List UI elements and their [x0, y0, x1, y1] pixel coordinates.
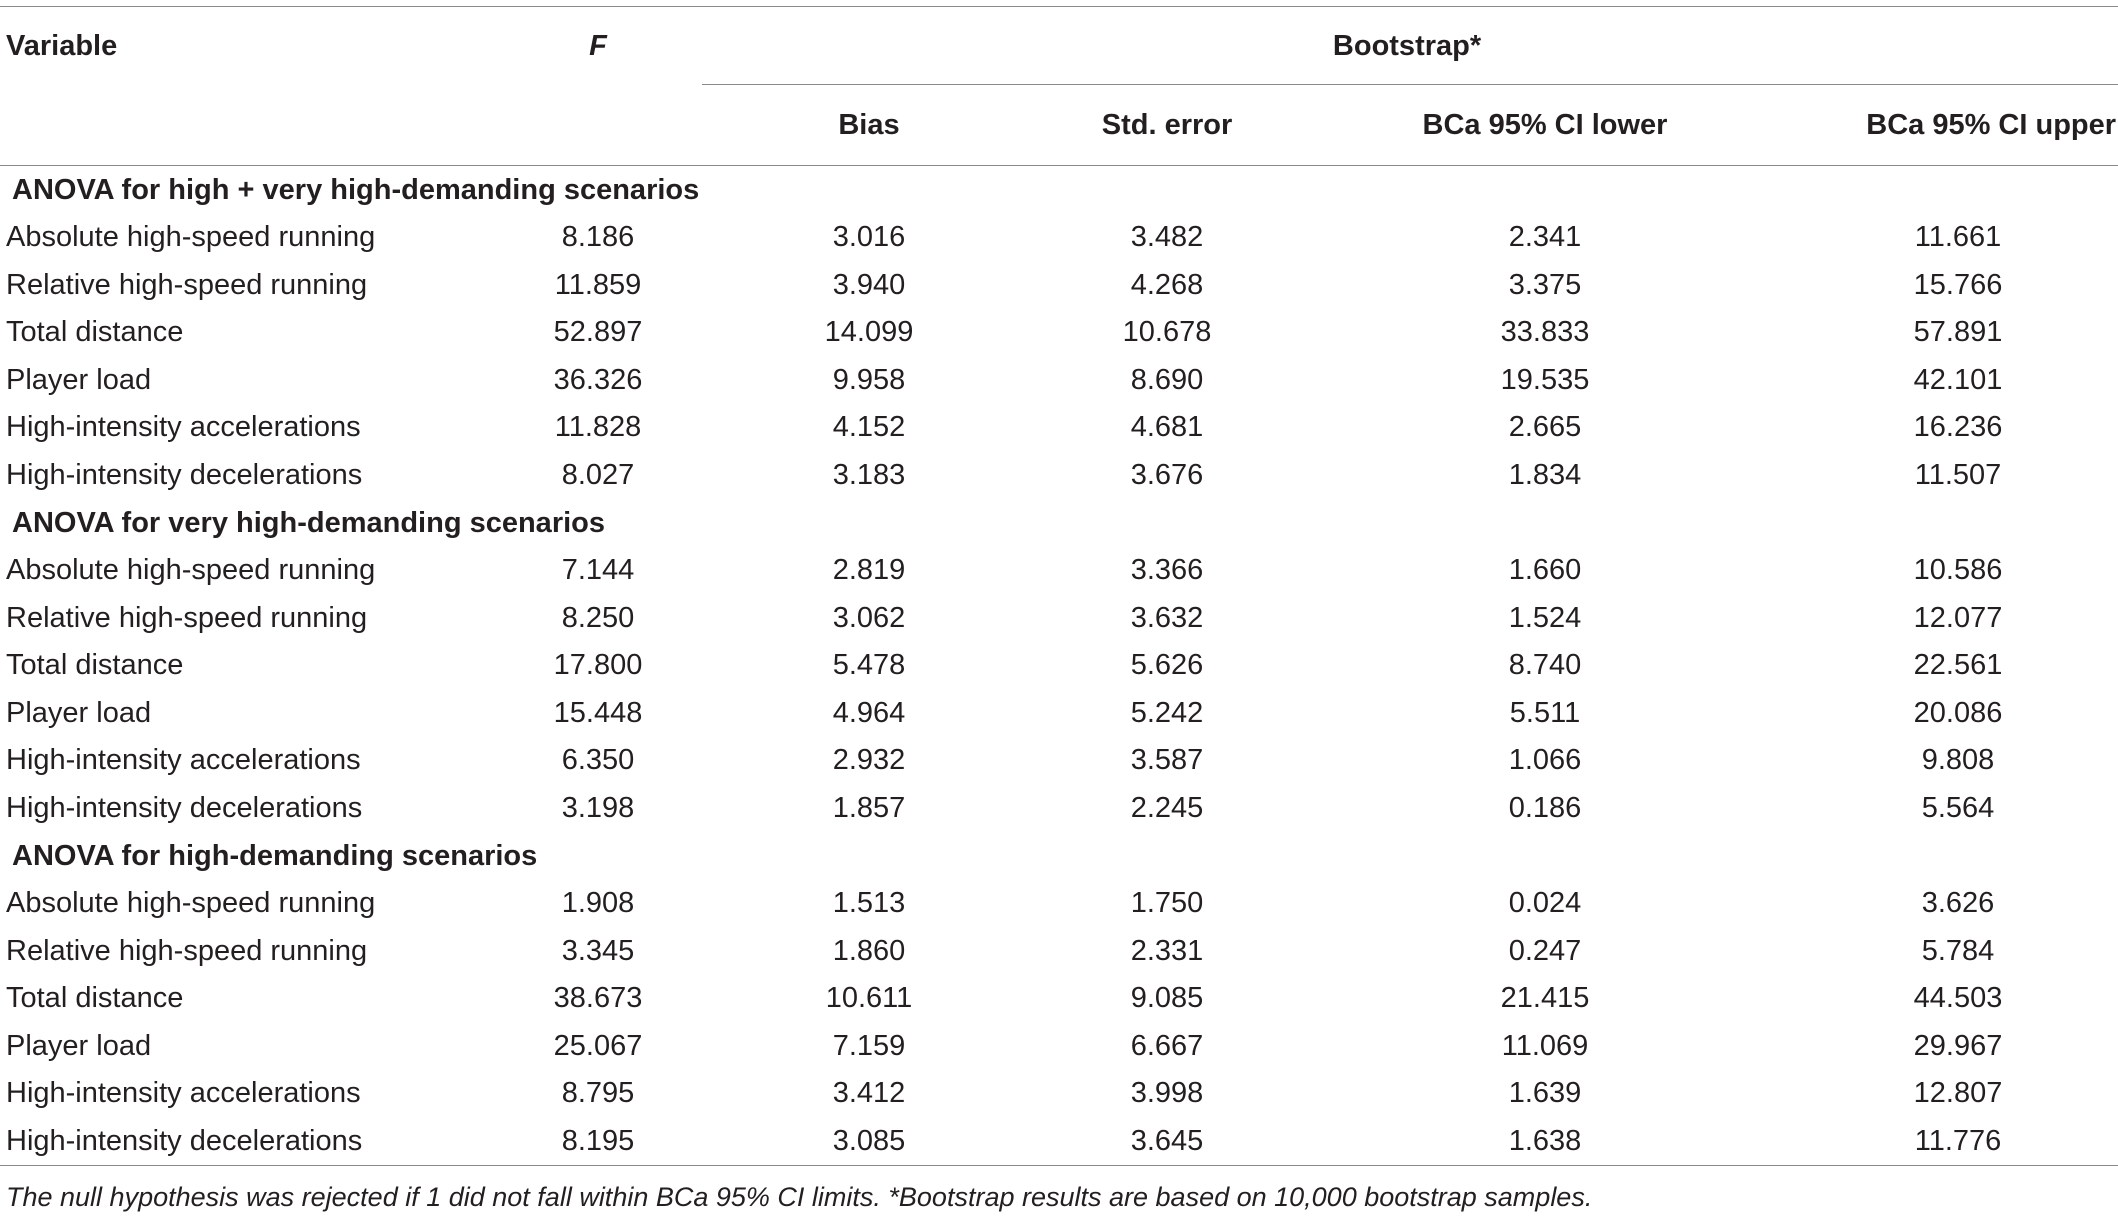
ci-upper-value: 10.586 — [1913, 554, 2003, 587]
f-value: 15.448 — [553, 696, 643, 729]
section-row — [0, 166, 2118, 215]
header-variable: Variable — [6, 29, 118, 62]
header-bias: Bias — [838, 108, 900, 141]
std-error-value: 2.331 — [1130, 934, 1204, 967]
f-value: 3.345 — [561, 934, 635, 967]
ci-lower-value: 8.740 — [1508, 649, 1582, 682]
table-row — [0, 357, 2118, 405]
table-row — [0, 309, 2118, 357]
std-error-value: 6.667 — [1130, 1029, 1204, 1062]
table-row — [0, 690, 2118, 738]
f-value: 11.828 — [554, 411, 642, 444]
variable-name: Total distance — [6, 649, 184, 682]
bias-value: 3.940 — [832, 268, 906, 301]
f-value: 52.897 — [553, 316, 643, 349]
ci-upper-value: 15.766 — [1913, 268, 2003, 301]
table-row — [0, 595, 2118, 643]
table-header — [0, 7, 2118, 166]
table-row — [0, 642, 2118, 690]
ci-upper-value: 12.807 — [1913, 1077, 2003, 1110]
f-value: 8.250 — [561, 601, 635, 634]
variable-name: Player load — [6, 696, 152, 729]
ci-lower-value: 1.834 — [1508, 458, 1582, 491]
ci-upper-value: 57.891 — [1913, 316, 2003, 349]
section-row — [0, 832, 2118, 880]
ci-lower-value: 21.415 — [1500, 982, 1590, 1015]
results-table — [0, 6, 2118, 1166]
ci-upper-value: 42.101 — [1913, 363, 2003, 396]
std-error-value: 3.632 — [1130, 601, 1204, 634]
header-row-sub — [0, 85, 2118, 166]
table-row — [0, 1118, 2118, 1166]
ci-upper-value: 44.503 — [1913, 982, 2003, 1015]
header-bootstrap — [696, 7, 2118, 86]
bias-value: 9.958 — [832, 363, 906, 396]
bias-value: 1.513 — [832, 887, 906, 920]
f-value: 1.908 — [561, 887, 635, 920]
section-title: ANOVA for high + very high-demanding scenarios — [12, 173, 700, 206]
bias-value: 5.478 — [832, 649, 906, 682]
table-row — [0, 262, 2118, 310]
table-row — [0, 1070, 2118, 1118]
ci-upper-value: 5.784 — [1921, 934, 1995, 967]
ci-upper-value: 5.564 — [1921, 791, 1995, 824]
f-value: 11.859 — [554, 268, 642, 301]
f-value: 8.186 — [561, 221, 635, 254]
std-error-value: 4.268 — [1130, 268, 1204, 301]
std-error-value: 3.998 — [1130, 1077, 1204, 1110]
variable-name: Absolute high-speed running — [6, 554, 376, 587]
variable-name: Relative high-speed running — [6, 601, 368, 634]
std-error-value: 8.690 — [1130, 363, 1204, 396]
ci-lower-value: 1.066 — [1508, 744, 1582, 777]
f-value: 6.350 — [561, 744, 635, 777]
ci-lower-value: 1.638 — [1508, 1124, 1582, 1157]
bias-value: 3.183 — [832, 458, 906, 491]
header-blank-variable — [0, 85, 500, 166]
std-error-value: 4.681 — [1130, 411, 1204, 444]
std-error-value: 5.626 — [1130, 649, 1204, 682]
f-value: 25.067 — [553, 1029, 643, 1062]
variable-name: Absolute high-speed running — [6, 887, 376, 920]
ci-lower-value: 0.247 — [1508, 934, 1582, 967]
ci-lower-value: 0.186 — [1508, 791, 1582, 824]
variable-name: High-intensity decelerations — [6, 458, 363, 491]
section-title: ANOVA for very high-demanding scenarios — [12, 506, 605, 539]
bias-value: 3.085 — [832, 1124, 906, 1157]
f-value: 8.195 — [561, 1124, 635, 1157]
header-ci-lower: BCa 95% CI lower — [1422, 108, 1668, 141]
std-error-value: 1.750 — [1130, 887, 1204, 920]
ci-lower-value: 19.535 — [1500, 363, 1590, 396]
table-footnote: The null hypothesis was rejected if 1 did not fall within BCa 95% CI limits. *Bootstrap results are based on 10,000 bootstrap samples. — [6, 1182, 1593, 1212]
header-std-error: Std. error — [1101, 108, 1233, 141]
header-blank-f — [500, 85, 696, 166]
ci-upper-value: 22.561 — [1913, 649, 2003, 682]
ci-upper-value: 11.661 — [1914, 221, 2002, 254]
std-error-value: 10.678 — [1122, 316, 1212, 349]
variable-name: Player load — [6, 363, 152, 396]
variable-name: High-intensity accelerations — [6, 744, 361, 777]
table-row — [0, 547, 2118, 595]
variable-name: Absolute high-speed running — [6, 221, 376, 254]
ci-lower-value: 33.833 — [1500, 316, 1590, 349]
f-value: 36.326 — [553, 363, 643, 396]
variable-name: Total distance — [6, 982, 184, 1015]
f-value: 38.673 — [553, 982, 643, 1015]
f-value: 3.198 — [561, 791, 635, 824]
table-row — [0, 452, 2118, 500]
table-row — [0, 404, 2118, 452]
bias-value: 14.099 — [824, 316, 914, 349]
table-row — [0, 785, 2118, 833]
ci-lower-value: 3.375 — [1508, 268, 1582, 301]
ci-lower-value: 1.660 — [1508, 554, 1582, 587]
std-error-value: 3.482 — [1130, 221, 1204, 254]
bias-value: 2.932 — [832, 744, 906, 777]
table-row — [0, 214, 2118, 262]
header-ci-upper: BCa 95% CI upper — [1866, 108, 2117, 141]
table-row — [0, 928, 2118, 976]
bias-value: 10.611 — [825, 982, 913, 1015]
section-row — [0, 499, 2118, 547]
header-row-top — [0, 7, 2118, 86]
section-title: ANOVA for high-demanding scenarios — [12, 839, 538, 872]
table-row — [0, 737, 2118, 785]
bias-value: 4.152 — [832, 411, 906, 444]
ci-upper-value: 11.507 — [1914, 458, 2002, 491]
variable-name: Relative high-speed running — [6, 934, 368, 967]
ci-lower-value: 0.024 — [1508, 887, 1582, 920]
variable-name: High-intensity accelerations — [6, 411, 361, 444]
ci-upper-value: 9.808 — [1921, 744, 1995, 777]
table-row — [0, 880, 2118, 928]
bias-value: 3.016 — [832, 221, 906, 254]
header-bootstrap-label: Bootstrap* — [1332, 29, 1482, 62]
variable-name: High-intensity decelerations — [6, 1124, 363, 1157]
bias-value: 3.062 — [832, 601, 906, 634]
table-row — [0, 1023, 2118, 1071]
std-error-value: 3.676 — [1130, 458, 1204, 491]
std-error-value: 3.587 — [1130, 744, 1204, 777]
ci-upper-value: 12.077 — [1913, 601, 2003, 634]
bias-value: 4.964 — [832, 696, 906, 729]
variable-name: High-intensity accelerations — [6, 1077, 361, 1110]
table-row — [0, 975, 2118, 1023]
ci-lower-value: 5.511 — [1509, 696, 1581, 729]
bootstrap-underline — [702, 84, 2118, 85]
ci-lower-value: 1.524 — [1508, 601, 1582, 634]
ci-lower-value: 1.639 — [1508, 1077, 1582, 1110]
f-value: 17.800 — [553, 649, 643, 682]
bias-value: 3.412 — [832, 1077, 906, 1110]
std-error-value: 3.366 — [1130, 554, 1204, 587]
std-error-value: 2.245 — [1130, 791, 1204, 824]
table-body — [0, 166, 2118, 1166]
variable-name: Total distance — [6, 316, 184, 349]
bias-value: 7.159 — [832, 1029, 906, 1062]
ci-lower-value: 2.341 — [1508, 221, 1582, 254]
ci-lower-value: 2.665 — [1508, 411, 1582, 444]
ci-upper-value: 20.086 — [1913, 696, 2003, 729]
f-value: 8.795 — [561, 1077, 635, 1110]
header-f: F — [589, 29, 607, 62]
f-value: 8.027 — [561, 458, 635, 491]
variable-name: Player load — [6, 1029, 152, 1062]
std-error-value: 3.645 — [1130, 1124, 1204, 1157]
variable-name: Relative high-speed running — [6, 268, 368, 301]
std-error-value: 5.242 — [1130, 696, 1204, 729]
bias-value: 2.819 — [832, 554, 906, 587]
ci-upper-value: 3.626 — [1921, 887, 1995, 920]
ci-upper-value: 16.236 — [1913, 411, 2003, 444]
ci-upper-value: 11.776 — [1914, 1124, 2002, 1157]
ci-lower-value: 11.069 — [1501, 1029, 1589, 1062]
f-value: 7.144 — [561, 554, 635, 587]
variable-name: High-intensity decelerations — [6, 791, 363, 824]
std-error-value: 9.085 — [1130, 982, 1204, 1015]
bias-value: 1.857 — [832, 791, 906, 824]
ci-upper-value: 29.967 — [1913, 1029, 2003, 1062]
bias-value: 1.860 — [832, 934, 906, 967]
